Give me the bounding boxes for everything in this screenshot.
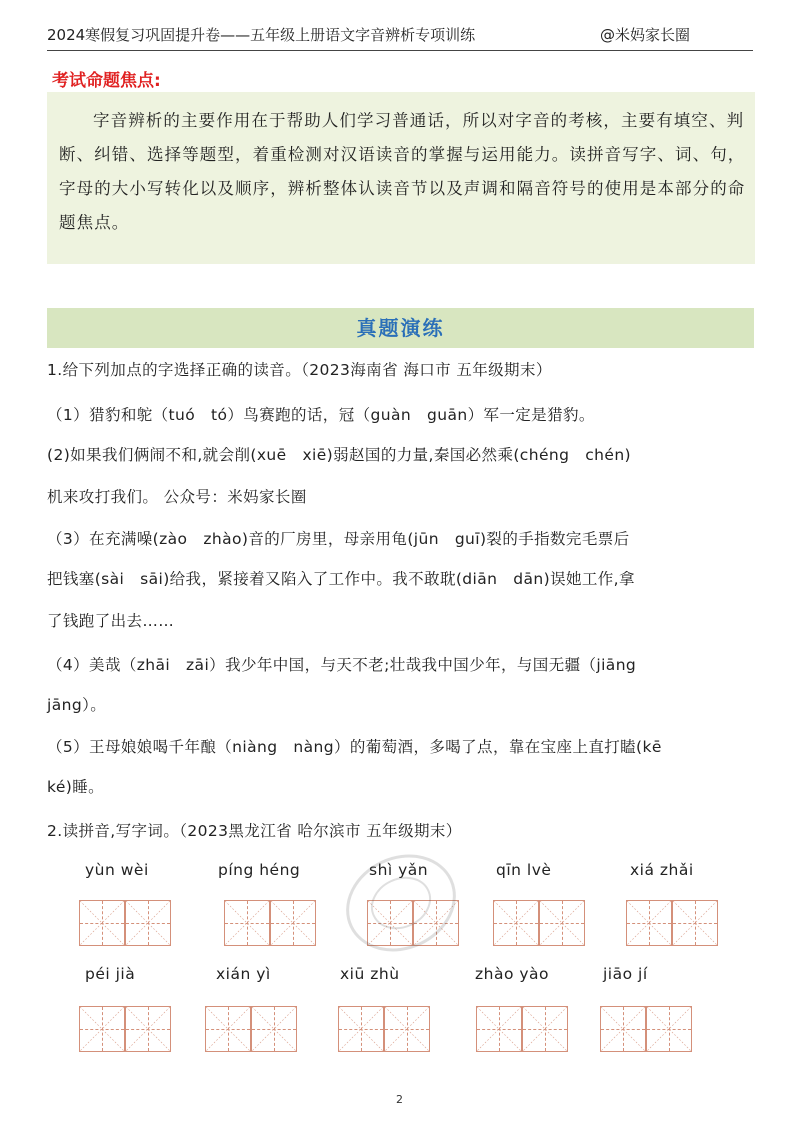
writing-cell[interactable]	[224, 900, 270, 946]
pinyin-label: shì yǎn	[369, 861, 429, 879]
header-brand: @米妈家长圈	[600, 26, 691, 44]
q1-line: jāng）。	[47, 696, 107, 714]
focus-title: 考试命题焦点:	[52, 71, 161, 91]
section-title: 真题演练	[356, 316, 445, 340]
writing-cell[interactable]	[125, 900, 171, 946]
pinyin-label: zhào yào	[475, 965, 550, 983]
q1-line: 把钱塞(sài sāi)给我，紧接着又陷入了工作中。我不敢耽(diān dān)误她工作,拿	[47, 570, 635, 588]
writing-cell[interactable]	[251, 1006, 297, 1052]
pinyin-label: xiá zhǎi	[630, 861, 694, 879]
focus-box	[47, 92, 755, 264]
pinyin-label: jiāo jí	[603, 965, 648, 983]
q1-line: （4）美哉（zhāi zāi）我少年中国，与天不老;壮哉我中国少年，与国无疆（jiāng	[47, 656, 637, 674]
writing-cell[interactable]	[338, 1006, 384, 1052]
writing-cell[interactable]	[522, 1006, 568, 1052]
writing-cell[interactable]	[646, 1006, 692, 1052]
pinyin-label: xiū zhù	[340, 965, 400, 983]
writing-cell[interactable]	[384, 1006, 430, 1052]
writing-cell[interactable]	[539, 900, 585, 946]
writing-cell[interactable]	[79, 900, 125, 946]
writing-cell[interactable]	[600, 1006, 646, 1052]
pinyin-label: qīn lvè	[496, 861, 552, 879]
pinyin-label: píng héng	[218, 861, 301, 879]
page-header	[47, 22, 753, 50]
writing-cell[interactable]	[79, 1006, 125, 1052]
q2-stem: 2.读拼音,写字词。（2023黑龙江省 哈尔滨市 五年级期末）	[47, 822, 462, 840]
q1-line: （3）在充满噪(zào zhào)音的厂房里，母亲用龟(jūn guī)裂的手指数完毛票后	[47, 530, 630, 548]
section-banner	[47, 308, 754, 348]
focus-text: 字音辨析的主要作用在于帮助人们学习普通话，所以对字音的考核，主要有填空、判断、纠错、选择等题型，着重检测对汉语读音的掌握与运用能力。读拼音写字、词、句，字母的大小写转化以及顺序，辨析整体认读音节以及声调和隔音符号的使用是本部分的命题焦点。	[59, 111, 746, 232]
writing-cell[interactable]	[476, 1006, 522, 1052]
writing-cell[interactable]	[125, 1006, 171, 1052]
q1-line: （5）王母娘娘喝千年酿（niàng nàng）的葡萄酒，多喝了点，靠在宝座上直打瞌(kē	[47, 738, 662, 756]
q1-line: ké)睡。	[47, 778, 105, 796]
writing-cell[interactable]	[205, 1006, 251, 1052]
writing-cell[interactable]	[270, 900, 316, 946]
writing-cell[interactable]	[672, 900, 718, 946]
pinyin-label: yùn wèi	[85, 861, 149, 879]
header-title: 2024寒假复习巩固提升卷——五年级上册语文字音辨析专项训练	[47, 26, 476, 44]
pinyin-label: xián yì	[216, 965, 271, 983]
header-divider	[47, 50, 753, 51]
writing-cell[interactable]	[626, 900, 672, 946]
q1-line: （1）猎豹和鸵（tuó tó）鸟赛跑的话，冠（guàn guān）军一定是猎豹。	[47, 406, 595, 424]
page-number: 2	[396, 1093, 403, 1106]
q1-stem: 1.给下列加点的字选择正确的读音。（2023海南省 海口市 五年级期末）	[47, 361, 552, 379]
q1-line: 机来攻打我们。 公众号：米妈家长圈	[47, 488, 307, 506]
q1-line: 了钱跑了出去……	[47, 612, 175, 630]
writing-cell[interactable]	[493, 900, 539, 946]
watermark-stamp	[336, 848, 466, 958]
pinyin-label: péi jià	[85, 965, 136, 983]
q1-line: (2)如果我们俩闹不和,就会削(xuē xiē)弱赵国的力量,秦国必然乘(chéng chén)	[47, 446, 631, 464]
